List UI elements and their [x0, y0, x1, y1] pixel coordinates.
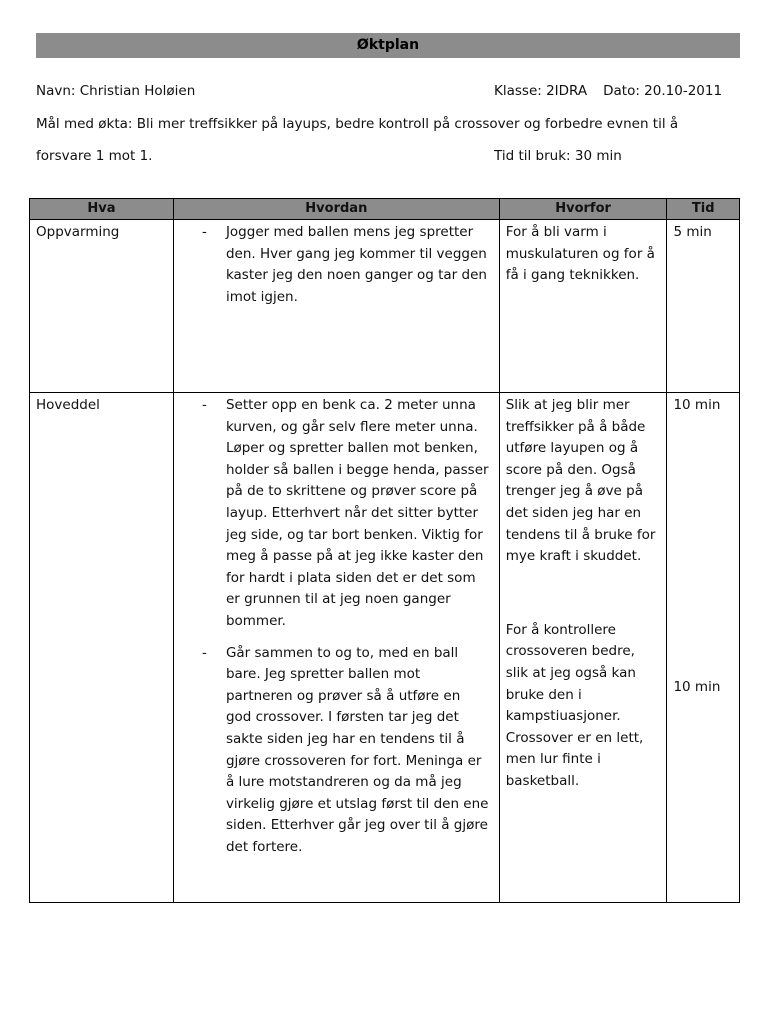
table-row	[30, 393, 740, 903]
how-text: Jogger med ballen mens jeg spretter den. Hver gang jeg kommer til veggen kaster jeg den noen ganger og tar den imot igjen.	[225, 224, 487, 305]
list-item	[180, 222, 493, 308]
time-to-use: Tid til bruk: 30 min	[494, 148, 622, 164]
session-goal: Mål med økta: Bli mer treffsikker på layups, bedre kontroll på crossover og forbedre evnen til å	[36, 116, 679, 132]
how-text: Setter opp en benk ca. 2 meter unna kurven, og går selv flere meter unna. Løper og spretter ballen mot benken, holder så ballen i begge henda, passer på de to skrittene og prøver score på layup. Etterhvert når det sitter bytter jeg side, og tar bort benken. Viktig for meg å passe på at jeg ikke kaster den for hardt i plata siden det er det som er grunnen til at jeg noen ganger bommer.	[225, 397, 489, 629]
time-value: 10 min	[673, 397, 721, 413]
cell-hvordan	[173, 220, 499, 393]
spacer	[673, 417, 733, 677]
cell-tid	[667, 393, 740, 903]
plan-table	[29, 198, 740, 903]
why-text: For å bli varm i muskulaturen og for å få i gang teknikken.	[505, 224, 655, 284]
session-goal-continued: forsvare 1 mot 1.	[36, 148, 153, 164]
how-text: Går sammen to og to, med en ball bare. Jeg spretter ballen mot partneren og prøver så å utføre en god crossover. I førsten tar jeg det sakte siden jeg har en tendens til å gjøre crossoveren for fort. Meninga er å lure motstandreren og da må jeg virkelig gjøre et utslag først til den ene siden. Etterhver går jeg over til å gjøre det fortere.	[225, 644, 489, 855]
student-name: Navn: Christian Holøien	[36, 83, 196, 99]
list-item	[180, 395, 493, 633]
why-text: For å kontrollere crossoveren bedre, slik at jeg også kan bruke den i kampstiuasjoner. Crossover er en lett, men lur finte i basketball.	[505, 621, 644, 789]
why-text: Slik at jeg blir mer treffsikker på å både utføre layupen og å score på den. Også trenger jeg å øve på det siden jeg har en tendens til å bruke for mye kraft i skuddet.	[505, 397, 656, 565]
class-label: Klasse: 2IDRA	[494, 83, 588, 99]
header-tid: Tid	[667, 199, 740, 220]
cell-hva: Hoveddel	[30, 393, 174, 903]
bullet-dash: -	[201, 224, 207, 240]
bullet-dash: -	[201, 397, 207, 413]
header-hvordan: Hvordan	[173, 199, 499, 220]
cell-hva: Oppvarming	[30, 220, 174, 393]
class-and-date	[494, 81, 722, 101]
date-label: Dato: 20.10-2011	[603, 83, 723, 99]
page-title: Øktplan	[36, 33, 740, 58]
cell-hvorfor	[499, 220, 667, 393]
time-value: 5 min	[673, 224, 712, 240]
table-row	[30, 220, 740, 393]
cell-hvorfor	[499, 393, 667, 903]
bullet-dash: -	[201, 644, 207, 661]
spacer	[506, 568, 661, 620]
header-hvorfor: Hvorfor	[499, 199, 667, 220]
table-header-row	[30, 199, 740, 220]
cell-tid	[667, 220, 740, 393]
header-hva: Hva	[30, 199, 174, 220]
cell-hvordan	[173, 393, 499, 903]
time-value: 10 min	[673, 678, 721, 695]
list-item	[180, 643, 493, 859]
